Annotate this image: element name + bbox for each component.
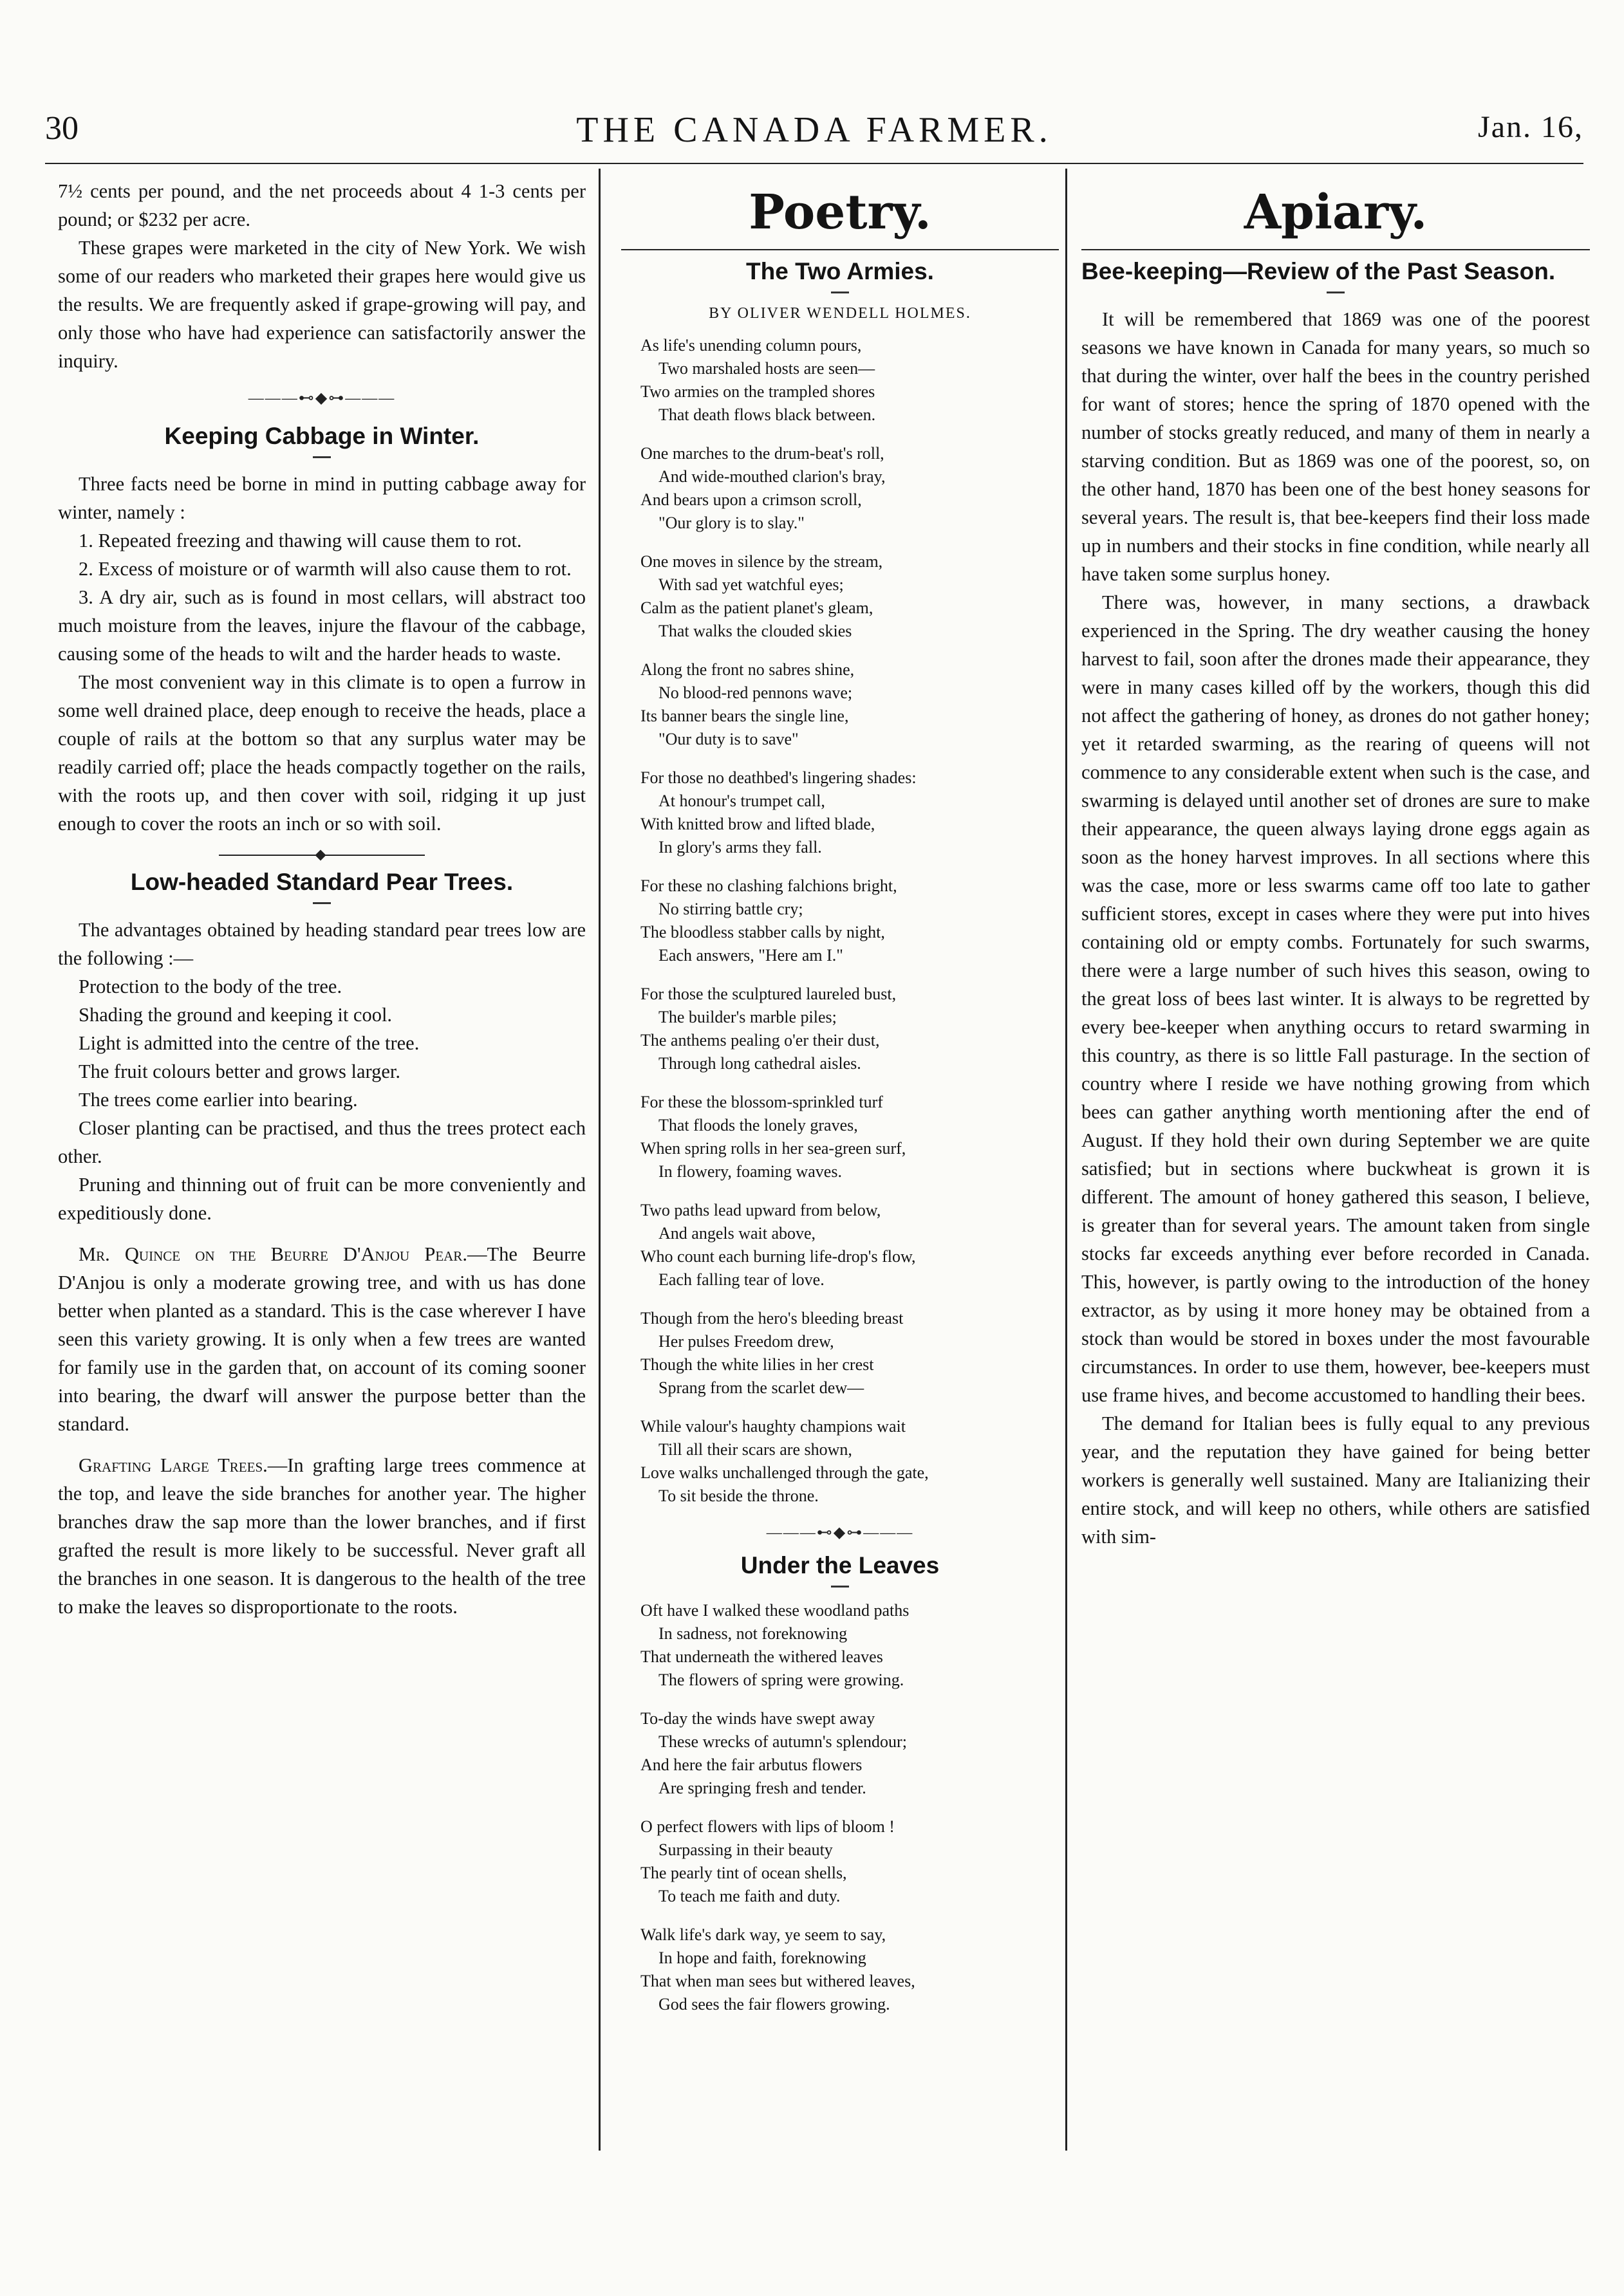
poem-line: Her pulses Freedom drew, bbox=[658, 1332, 834, 1351]
column-divider-2 bbox=[1065, 169, 1067, 2151]
poem-line: Through long cathedral aisles. bbox=[658, 1054, 861, 1073]
poem-byline: BY OLIVER WENDELL HOLMES. bbox=[709, 305, 971, 322]
poem-line: Oft have I walked these woodland paths bbox=[640, 1601, 910, 1620]
poem-line: Calm as the patient planet's gleam, bbox=[640, 598, 873, 617]
poem-line: "Our glory is to slay." bbox=[658, 514, 805, 532]
poem-body bbox=[621, 334, 1059, 1508]
poem-line: Love walks unchallenged through the gate, bbox=[640, 1463, 929, 1482]
cabbage-fact-2: 2. Excess of moisture or of warmth will also cause them to rot. bbox=[79, 558, 572, 580]
poem-line: Though the white lilies in her crest bbox=[640, 1355, 874, 1374]
poem-line: Are springing fresh and tender. bbox=[658, 1779, 866, 1797]
poem-line: No stirring battle cry; bbox=[658, 900, 803, 918]
poem-line: When spring rolls in her sea-green surf, bbox=[640, 1139, 906, 1158]
poem-line: Though from the hero's bleeding breast bbox=[640, 1309, 904, 1328]
poem-body bbox=[621, 1599, 1059, 2016]
pear-intro: The advantages obtained by heading standard pear trees low are the following :— bbox=[58, 919, 586, 969]
poem-line: Each answers, "Here am I." bbox=[658, 946, 843, 965]
poem-line: Two paths lead upward from below, bbox=[640, 1201, 881, 1219]
cabbage-fact-1: 1. Repeated freezing and thawing will cause them to rot. bbox=[79, 530, 522, 551]
section-ornament bbox=[219, 851, 425, 860]
poem-stanza bbox=[640, 1415, 1059, 1508]
header-rule bbox=[45, 163, 1583, 164]
poem-line: That when man sees but withered leaves, bbox=[640, 1972, 915, 1990]
poem-stanza bbox=[640, 1815, 1059, 1908]
title-dash bbox=[313, 902, 331, 904]
poem-line: The flowers of spring were growing. bbox=[658, 1671, 904, 1689]
poem-line: To teach me faith and duty. bbox=[658, 1887, 841, 1905]
poem-line: Surpassing in their beauty bbox=[658, 1840, 833, 1859]
apiary-section-title: Apiary. bbox=[1244, 185, 1428, 240]
poem-line: To sit beside the throne. bbox=[658, 1486, 819, 1505]
poem-line: The pearly tint of ocean shells, bbox=[640, 1864, 847, 1882]
cabbage-article-title: Keeping Cabbage in Winter. bbox=[164, 423, 480, 449]
pear-item: Closer planting can be practised, and thus the trees protect each other. bbox=[58, 1117, 586, 1167]
poem-line: For those the sculptured laureled bust, bbox=[640, 985, 897, 1003]
page-header bbox=[45, 109, 1583, 161]
poem-line: Till all their scars are shown, bbox=[658, 1440, 852, 1459]
section-rule bbox=[621, 249, 1059, 250]
poem-line: Two marshaled hosts are seen— bbox=[658, 359, 875, 378]
poem-line: The bloodless stabber calls by night, bbox=[640, 923, 885, 941]
grapes-paragraph-2: These grapes were marketed in the city of New York. We wish some of our readers who marketed their grapes here would give us the results. We are frequently asked if grape-growing will pay, and only those who have had experience can satisfactorily answer the inquiry. bbox=[58, 237, 586, 372]
apiary-article-title: Bee-keeping—Review of the Past Season. bbox=[1081, 258, 1556, 284]
poem-line: No blood-red pennons wave; bbox=[658, 683, 853, 702]
quince-body: —The Beurre D'Anjou is only a moderate growing tree, and with us has done better when planted as a standard. This is the case wherever I have seen this variety growing. It is only when a few trees are wanted for family use in the garden that, on account of its coming sooner into bearing, the dwarf will answer the purpose better than the standard. bbox=[58, 1243, 586, 1435]
poem-line: In glory's arms they fall. bbox=[658, 838, 822, 856]
poem-stanza bbox=[640, 983, 1059, 1075]
title-dash bbox=[1327, 292, 1345, 293]
title-dash bbox=[831, 1586, 849, 1588]
poetry-section-title: Poetry. bbox=[749, 185, 931, 240]
grafting-paragraph bbox=[58, 1451, 586, 1621]
pear-item: Light is admitted into the centre of the tree. bbox=[79, 1032, 420, 1054]
poem-line: Walk life's dark way, ye seem to say, bbox=[640, 1925, 886, 1944]
poem-stanza bbox=[640, 1199, 1059, 1292]
cabbage-method: The most convenient way in this climate is to open a furrow in some well drained place, deep enough to receive the heads, place a couple of rails at the bottom so that any surplus water may be readily carried off; place the heads compactly together on the rails, with the roots up, and then cover with soil, ridging it up just enough to cover the roots an inch or so with soil. bbox=[58, 671, 586, 835]
quince-paragraph bbox=[58, 1240, 586, 1438]
apiary-paragraph: It will be remembered that 1869 was one of the poorest seasons we have known in Canada for many years, so much so that during the winter, over half the bees in the country perished for want of stores; hence the spring of 1870 opened with the number of stocks greatly reduced, and many of them in nearly a starving condition. But as 1869 was one of the poorest, so, on the other hand, 1870 has been one of the best honey seasons for several years. The result is, that bee-keepers find their loss made up in numbers and their stocks in fine condition, while nearly all have taken some surplus honey. bbox=[1081, 308, 1590, 585]
poem-line: That underneath the withered leaves bbox=[640, 1647, 883, 1666]
poem-stanza bbox=[640, 334, 1059, 427]
cabbage-intro: Three facts need be borne in mind in putting cabbage away for winter, namely : bbox=[58, 473, 586, 523]
poem-line: Who count each burning life-drop's flow, bbox=[640, 1247, 916, 1266]
poem-line: One moves in silence by the stream, bbox=[640, 552, 883, 571]
poem-line: Two armies on the trampled shores bbox=[640, 382, 875, 401]
poem-line: In flowery, foaming waves. bbox=[658, 1162, 842, 1181]
poem-line: To-day the winds have swept away bbox=[640, 1709, 875, 1728]
pear-item: The trees come earlier into bearing. bbox=[79, 1089, 358, 1111]
poem-line: Its banner bears the single line, bbox=[640, 707, 849, 725]
poem-line: As life's unending column pours, bbox=[640, 336, 862, 355]
column-poetry bbox=[621, 177, 1059, 2032]
section-rule bbox=[1081, 249, 1590, 250]
grafting-body: —In grafting large trees commence at the top, and leave the side branches for another year. The higher branches draw the sap more than the lower branches, and if first grafted the result is more likely to be successful. Never graft all the branches in one season. It is dangerous to the health of the tree to make the leaves so disproportionate to the roots. bbox=[58, 1454, 586, 1618]
poem-line: For these no clashing falchions bright, bbox=[640, 876, 897, 895]
poem-stanza bbox=[640, 1599, 1059, 1692]
poem-stanza bbox=[640, 658, 1059, 751]
poem-stanza bbox=[640, 550, 1059, 643]
pear-article-title: Low-headed Standard Pear Trees. bbox=[130, 869, 514, 895]
poem-line: That death flows black between. bbox=[658, 405, 876, 424]
poem-line: These wrecks of autumn's splendour; bbox=[658, 1732, 907, 1751]
section-ornament: ———⊷◆⊶——— bbox=[766, 1524, 914, 1541]
poem-stanza bbox=[640, 442, 1059, 535]
poem-line: With sad yet watchful eyes; bbox=[658, 575, 844, 594]
grapes-paragraph-1: 7½ cents per pound, and the net proceeds about 4 1-3 cents per pound; or $232 per acre. bbox=[58, 180, 586, 230]
poem-title: The Two Armies. bbox=[746, 258, 934, 284]
poem-line: One marches to the drum-beat's roll, bbox=[640, 444, 884, 463]
column-left bbox=[58, 177, 586, 1621]
title-dash bbox=[831, 292, 849, 293]
poem-line: For those no deathbed's lingering shades: bbox=[640, 768, 917, 787]
apiary-paragraph: The demand for Italian bees is fully equal to any previous year, and the reputation they have gained for being better workers is generally well sustained. Many are Italianizing their entire stock, and will keep no others, while others are satisfied with sim- bbox=[1081, 1412, 1590, 1548]
poem-line: That floods the lonely graves, bbox=[658, 1116, 858, 1134]
poem-line: Sprang from the scarlet dew— bbox=[658, 1378, 864, 1397]
poem-line: And wide-mouthed clarion's bray, bbox=[658, 467, 886, 486]
poem-line: With knitted brow and lifted blade, bbox=[640, 815, 875, 833]
column-divider-1 bbox=[599, 169, 601, 2151]
poem-line: Each falling tear of love. bbox=[658, 1270, 825, 1289]
grafting-lead: Grafting Large Trees. bbox=[79, 1454, 268, 1476]
pear-item: Pruning and thinning out of fruit can be more conveniently and expeditiously done. bbox=[58, 1174, 586, 1224]
section-ornament: ———⊷◆⊶——— bbox=[248, 390, 396, 407]
poem-line: For these the blossom-sprinkled turf bbox=[640, 1093, 883, 1111]
poem-line: In hope and faith, foreknowing bbox=[658, 1949, 866, 1967]
pear-item: Protection to the body of the tree. bbox=[79, 976, 342, 997]
poem-stanza bbox=[640, 1923, 1059, 2016]
newspaper-title: THE CANADA FARMER. bbox=[576, 110, 1052, 150]
poem-stanza bbox=[640, 1707, 1059, 1800]
poem-line: And here the fair arbutus flowers bbox=[640, 1755, 863, 1774]
apiary-paragraph: There was, however, in many sections, a drawback experienced in the Spring. The dry weather causing the honey harvest to fail, soon after the drones made their appearance, they were in many cases killed off by the workers, though this did not affect the gathering of honey, as drones do not gather honey; yet it retarded swarming, as the rearing of queens will not commence to any considerable extent when such is the case, and swarming is delayed until another set of drones are sure to make their appearance, the queen always laying drone eggs again as soon as the honey harvest improves. In all sections where this was the case, more or less swarms came off too late to gather sufficient stores, except in cases where they were put into hives containing old or empty combs. Fortunately for such swarms, there were a large number of such hives this season, owing to the great loss of bees last winter. It is always to be regretted by every bee-keeper when anything occurs to retard swarming in this country, as there is so little Fall pasturage. In the section of country where I reside we have nothing growing from which bees can gather anything worth mentioning after the end of August. If they hold their own during September we are quite satisfied; but in sections where buckwheat is grown it is different. The amount of honey gathered this season, I believe, is greater than for several years. The amount taken from single stocks far exceeds anything ever before recorded in Canada. This, however, is partly owing to the introduction of the honey extractor, as by using it more honey may be obtained from a stock than would be stored in boxes under the most favourable circumstances. In order to use them, however, bee-keepers must use frame hives, and become accustomed to handling their bees. bbox=[1081, 591, 1590, 1406]
poem-stanza bbox=[640, 766, 1059, 859]
poem-line: The builder's marble piles; bbox=[658, 1008, 837, 1026]
pear-item: Shading the ground and keeping it cool. bbox=[79, 1004, 393, 1026]
poem-line: "Our duty is to save" bbox=[658, 730, 799, 748]
poem-line: O perfect flowers with lips of bloom ! bbox=[640, 1817, 895, 1836]
poem-line: God sees the fair flowers growing. bbox=[658, 1995, 890, 2014]
poem-line: And angels wait above, bbox=[658, 1224, 816, 1243]
column-apiary bbox=[1081, 177, 1590, 1551]
page-number: 30 bbox=[45, 110, 79, 147]
poem-title: Under the Leaves bbox=[740, 1552, 940, 1578]
poem-stanza bbox=[640, 875, 1059, 967]
poem-line: While valour's haughty champions wait bbox=[640, 1417, 906, 1436]
poem-line: At honour's trumpet call, bbox=[658, 792, 825, 810]
issue-date: Jan. 16, bbox=[1478, 110, 1583, 144]
title-dash bbox=[313, 456, 331, 458]
poem-line: The anthems pealing o'er their dust, bbox=[640, 1031, 880, 1050]
quince-lead: Mr. Quince on the Beurre D'Anjou Pear. bbox=[79, 1243, 467, 1265]
cabbage-fact-3: 3. A dry air, such as is found in most cellars, will abstract too much moisture from the leaves, injure the flavour of the cabbage, causing some of the heads to wilt and the harder heads to waste. bbox=[58, 586, 586, 665]
poem-line: Along the front no sabres shine, bbox=[640, 660, 855, 679]
poem-line: And bears upon a crimson scroll, bbox=[640, 490, 862, 509]
poem-line: That walks the clouded skies bbox=[658, 622, 852, 640]
pear-item: The fruit colours better and grows larger. bbox=[79, 1060, 400, 1082]
poem-stanza bbox=[640, 1091, 1059, 1183]
poem-stanza bbox=[640, 1307, 1059, 1400]
poem-line: In sadness, not foreknowing bbox=[658, 1624, 848, 1643]
